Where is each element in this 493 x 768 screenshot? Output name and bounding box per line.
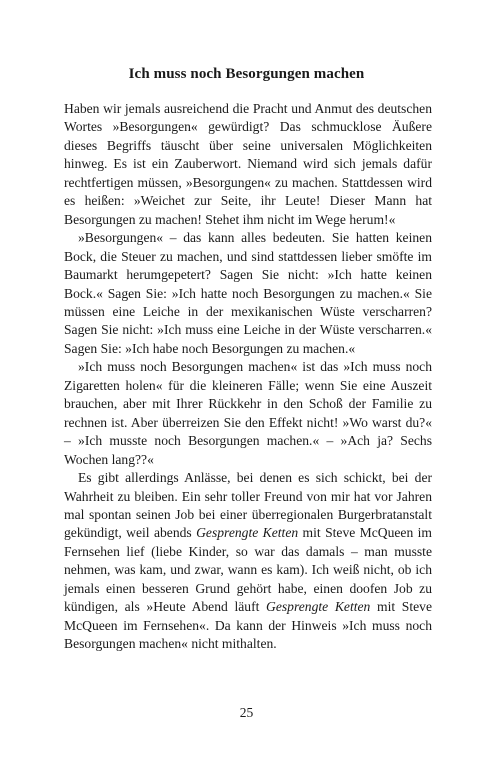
paragraph-text: Es gibt allerdings Anlässe, bei denen es sich schickt, bei der Wahrheit zu bleiben. Ein sehr toller Freund von mir hat vor Jahren mal spontan seinen Job bei einer überregionalen Burgerbratanstalt gekündigt, weil abends <box>64 470 432 541</box>
paragraph-text: Haben wir jemals ausreichend die Pracht und Anmut des deutschen Wortes »Besorgungen« gewürdigt? Das schmucklose Äußere dieses Begriffs täuscht über seine universalen Möglichkeiten hinweg. Es ist ein Zauberwort. Niemand wird sich jemals dafür rechtfertigen müssen, »Besorgungen« zu machen. Stattdessen wird es heißen: »Weichet zur Seite, ihr Leute! Dieser Mann hat Besorgungen zu machen! Stehet ihm nicht im Wege herum!« <box>64 101 432 227</box>
paragraph-text: mit Steve McQueen im Fernsehen«. Da kann der Hinweis »Ich muss noch Besorgungen machen« nicht mithalten. <box>64 599 432 652</box>
paragraph-4 <box>64 469 432 654</box>
film-title: Gesprengte Ketten <box>196 525 299 541</box>
paragraph-3 <box>64 358 432 469</box>
paragraph-text: »Besorgungen« – das kann alles bedeuten. Sie hatten keinen Bock, die Steuer zu machen, und sind stattdessen lieber smöfte im Baumarkt herumgepetert? Sagen Sie nicht: »Ich hatte keinen Bock.« Sagen Sie: »Ich hatte noch Besorgungen zu machen.« Sie müssen eine Leiche in der mexikanischen Wüste verscharren? Sagen Sie nicht: »Ich muss eine Leiche in der Wüste verscharren.« Sagen Sie: »Ich habe noch Besorgungen zu machen.« <box>64 230 432 356</box>
film-title: Gesprengte Ketten <box>266 599 371 615</box>
page-number: 25 <box>239 705 254 720</box>
page-title: Ich muss noch Besorgungen machen <box>128 66 365 82</box>
paragraph-2 <box>64 229 432 358</box>
body-text <box>64 100 432 654</box>
paragraph-text: »Ich muss noch Besorgungen machen« ist das »Ich muss noch Zigaretten holen« für die kleineren Fälle; wenn Sie eine Auszeit brauchen, aber mit Ihrer Rückkehr in den Schoß der Familie zu rechnen ist. Aber überreizen Sie den Effekt nicht! »Wo warst du?« – »Ich musste noch Besorgungen machen.« – »Ach ja? Sechs Wochen lang??« <box>64 359 432 467</box>
paragraph-1 <box>64 100 432 229</box>
paragraph-text: mit Steve McQueen im Fernsehen lief (liebe Kinder, so war das damals – man musste nehmen, was kam, und zwar, wann es kam). Ich weiß nicht, ob ich jemals einen besseren Grund gehört habe, einen doofen Job zu kündigen, als »Heute Abend läuft <box>64 525 433 615</box>
